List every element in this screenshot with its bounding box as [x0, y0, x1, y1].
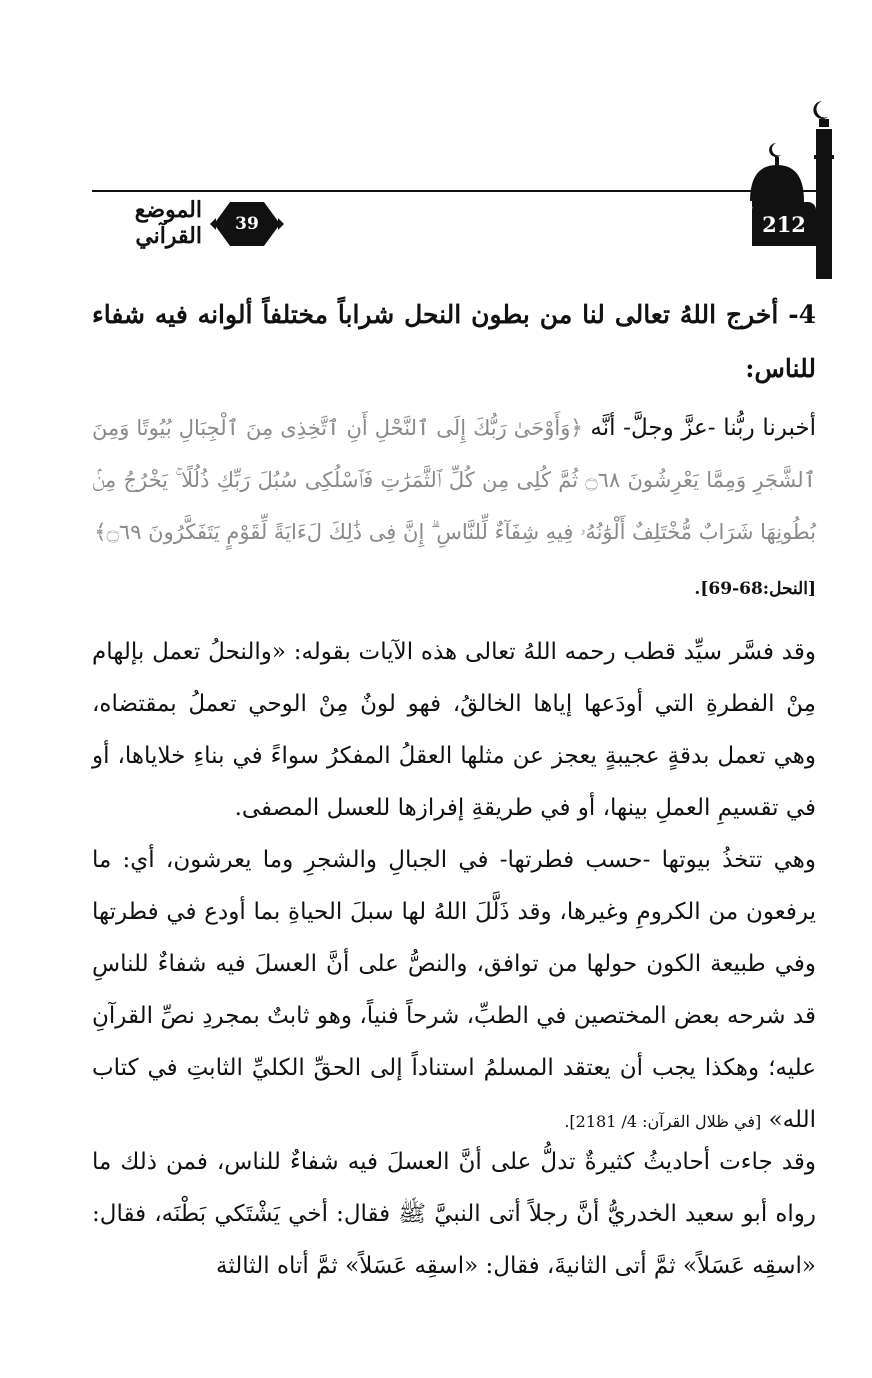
topic-number: 39 — [235, 214, 259, 234]
crescent-icon — [813, 101, 828, 119]
quran-verse: ﴿وَأَوْحَىٰ رَبُّكَ إِلَى ٱلنَّحْلِ أَنِ ٱتَّخِذِى مِنَ ٱلْجِبَالِ بُيُوتًا وَمِنَ ٱلشَّجَرِ وَمِمَّا يَعْرِشُونَ ۝٦٨ ثُمَّ كُلِى مِن كُلِّ ٱلثَّمَرَٰتِ فَٱسْلُكِى سُبُلَ رَبِّكِ ذُلُلًا ۚ يَخْرُجُ مِنۢ بُطُونِهَا شَرَابٌ مُّخْتَلِفٌ أَلْوَٰنُهُۥ فِيهِ شِفَآءٌ لِّلنَّاسِ ۗ إِنَّ فِى ذَٰلِكَ لَءَايَةً لِّقَوْمٍ يَتَفَكَّرُونَ ۝٦٩﴾ — [92, 416, 816, 544]
quran-intro: أخبرنا ربُّنا -عزَّ وجلَّ- أنَّه — [582, 415, 817, 441]
hadith-paragraph: وقد جاءت أحاديثُ كثيرةٌ تدلُّ على أنَّ العسلَ فيه شفاءٌ للناس، فمن ذلك ما رواه أبو سعيد الخدريُّ أنَّ رجلاً أتى النبيَّ ﷺ فقال: أخي يَشْتَكي بَطْنَه، فقال: «اسقِه عَسَلاً» ثمَّ أتى الثانيةَ، فقال: «اسقِه عَسَلاً» ثمَّ أتاه الثالثة — [92, 1149, 816, 1279]
verse-citation: [النحل:68-69]. — [694, 579, 816, 599]
paragraph-text: وهي تتخذُ بيوتها -حسب فطرتها- في الجبالِ والشجرِ وما يعرشون، أي: ما يرفعون من الكرومِ وغيرها، وقد ذَلَّلَ اللهُ لها سبلَ الحياةِ بما أودع في فطرتها وفي طبيعة الكون حولها من توافق، والنصُّ على أنَّ العسلَ فيه شفاءٌ للناسِ قد شرحه بعض المختصين في الطبِّ، شرحاً فنياً، وهو ثابتٌ بمجردِ نصِّ القرآنِ عليه؛ وهكذا يجب أن يعتقد المسلمُ استناداً إلى الحقِّ الكليِّ الثابتِ في كتاب الله» — [92, 847, 816, 1133]
section-title: الموضع القرآني — [134, 197, 202, 249]
header-rule — [92, 190, 820, 192]
quran-paragraph — [92, 402, 816, 558]
tafsir-continuation-paragraph — [92, 834, 816, 1148]
numbered-heading: 4- أخرج اللهُ تعالى لنا من بطون النحل شراباً مختلفاً ألوانه فيه شفاء للناس: — [92, 300, 816, 383]
page-number: 212 — [752, 202, 816, 246]
mosque-dome-icon — [740, 95, 840, 280]
source-reference: [في ظلال القرآن: 4/ 2181]. — [564, 1112, 762, 1131]
tafsir-paragraph: وقد فسَّر سيِّد قطب رحمه اللهُ تعالى هذه الآيات بقوله: «والنحلُ تعمل بإلهام مِنْ الفطرةِ التي أودَعها إياها الخالقُ، فهو لونٌ مِنْ الوحي تعملُ بمقتضاه، وهي تعمل بدقةٍ عجيبةٍ يعجز عن مثلها العقلُ المفكرُ سواءً في بناءِ خلاياها، أو في تقسيمِ العملِ بينها، أو في طريقةِ إفرازها للعسل المصفى. — [92, 639, 816, 821]
